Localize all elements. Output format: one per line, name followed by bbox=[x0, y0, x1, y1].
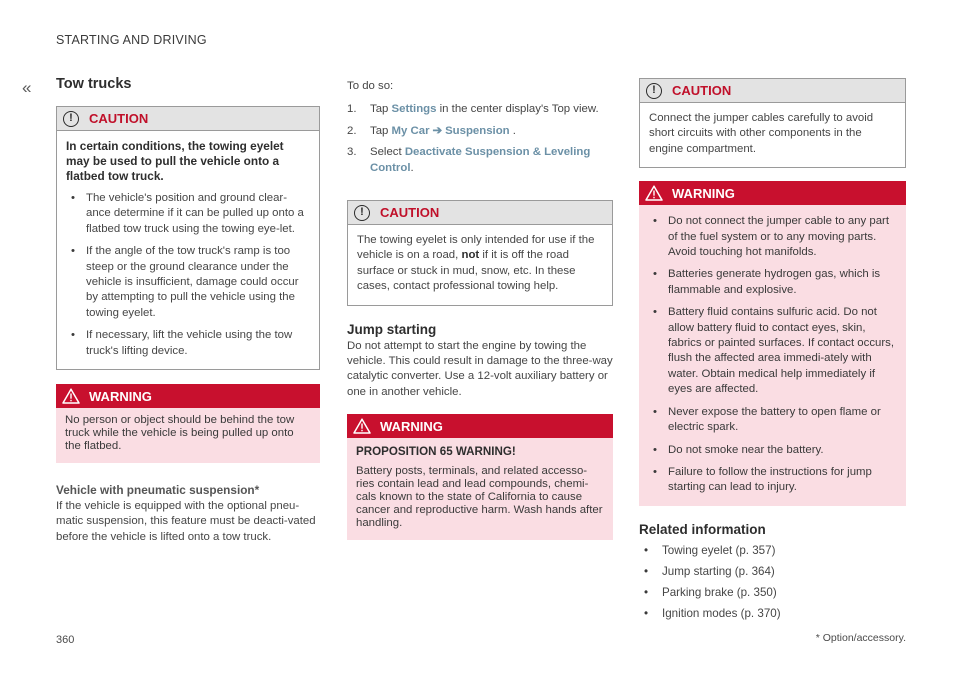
exclamation-circle-icon: ! bbox=[646, 83, 662, 99]
list-item bbox=[347, 145, 613, 176]
warning-text: No person or object should be behind the tow truck while the vehicle is being pulled up onto the flatbed. bbox=[65, 414, 295, 453]
column-middle bbox=[347, 79, 613, 540]
warning-label: WARNING bbox=[672, 185, 735, 201]
caution-label: CAUTION bbox=[380, 205, 440, 221]
related-link-ignition-modes[interactable]: • Ignition modes (p. 370) bbox=[639, 606, 906, 621]
step-number: 1. bbox=[347, 103, 357, 116]
caution-text: Connect the jumper cables carefully to avoid short circuits with other components in the engine compartment. bbox=[649, 112, 874, 155]
warning-body bbox=[639, 205, 906, 506]
list-item: • Never expose the battery to open flame or electric spark. bbox=[648, 405, 897, 436]
related-link-towing-eyelet[interactable]: • Towing eyelet (p. 357) bbox=[639, 543, 906, 558]
warning-triangle-icon bbox=[353, 418, 371, 434]
warning-triangle-icon bbox=[645, 185, 663, 201]
caution-lead-text: In certain conditions, the towing eyelet may be used to pull the vehicle onto a flatbed tow truck. bbox=[66, 139, 284, 183]
warning-header bbox=[639, 181, 906, 205]
caution-box-towing-eyelet bbox=[56, 106, 320, 370]
related-link-parking-brake[interactable]: • Parking brake (p. 350) bbox=[639, 585, 906, 600]
page-number: 360 bbox=[56, 634, 75, 646]
step-number: 2. bbox=[347, 124, 357, 137]
section-title-jump-starting: Jump starting bbox=[347, 321, 437, 337]
list-item: • The vehicle's position and ground clear-ance determine if it can be pulled up onto a flatbed tow truck using the towing eye-let. bbox=[66, 191, 310, 237]
warning-box-prop65 bbox=[347, 414, 613, 540]
warning-header bbox=[56, 384, 320, 408]
footnote-option-accessory: * Option/accessory. bbox=[815, 632, 906, 644]
list-item: • Do not smoke near the battery. bbox=[648, 443, 897, 458]
warning-label: WARNING bbox=[89, 388, 152, 404]
paragraph-jump-starting: Do not attempt to start the engine by towing the vehicle. This could result in damage to the three-way catalytic converter. Use a 12-volt auxiliary battery or one in another vehicle. bbox=[347, 339, 613, 398]
warning-text: Battery posts, terminals, and related accesso-ries contain lead and lead compounds, chemi-cals known to the state of California to cause cancer and reproductive harm. Wash hands after handling. bbox=[356, 465, 603, 530]
settings-link[interactable]: Settings bbox=[391, 103, 437, 116]
column-right bbox=[639, 76, 906, 621]
caution-body: The towing eyelet is only intended for use if the vehicle is on a road, not if it is off the road surface or stuck in mud, snow, etc. In these cases, contact professional towing help. bbox=[357, 234, 595, 293]
exclamation-circle-icon: ! bbox=[63, 111, 79, 127]
step-text: Select Deactivate Suspension & Leveling Control. bbox=[370, 146, 591, 174]
warning-body bbox=[347, 438, 613, 540]
my-car-link[interactable]: My Car bbox=[391, 124, 430, 137]
warning-header bbox=[347, 414, 613, 438]
list-item bbox=[347, 102, 613, 117]
column-left bbox=[56, 76, 320, 545]
list-item: • If necessary, lift the vehicle using the tow truck's lifting device. bbox=[66, 328, 310, 359]
deactivate-suspension-link[interactable]: Deactivate Suspension & Leveling Control bbox=[370, 146, 591, 174]
step-number: 3. bbox=[347, 146, 357, 159]
caution-header bbox=[640, 79, 905, 103]
warning-box-jump-start bbox=[639, 181, 906, 506]
arrow-right-icon: ➔ bbox=[432, 124, 443, 137]
warning-bullet-list bbox=[648, 214, 897, 496]
steps-intro: To do so: bbox=[347, 80, 394, 92]
list-item: • If the angle of the tow truck's ramp is too steep or the ground clearance under the vehicle is insufficient, damage could occur by attempting to pull the vehicle using the towing eyelet. bbox=[66, 244, 310, 321]
caution-label: CAUTION bbox=[89, 111, 149, 126]
list-item bbox=[347, 124, 613, 139]
related-link-jump-starting[interactable]: • Jump starting (p. 364) bbox=[639, 564, 906, 579]
list-item: • Battery fluid contains sulfuric acid. Do not allow battery fluid to contact eyes, skin, fabrics or painted surfaces. If contact occurs, flush the affected area immedi-ately with water. Obtain medical help immediately if eyes are affected. bbox=[648, 305, 897, 397]
caution-bullet-list bbox=[66, 191, 310, 359]
section-title-tow-trucks: Tow trucks bbox=[56, 76, 132, 92]
emphasis-not: not bbox=[461, 249, 480, 262]
steps-list bbox=[347, 102, 613, 176]
paragraph-pneumatic-suspension: If the vehicle is equipped with the optional pneu-matic suspension, this feature must be deacti-vated before the vehicle is lifted onto a tow truck. bbox=[56, 500, 316, 543]
list-item: • Do not connect the jumper cable to any part of the fuel system or to any moving parts. Avoid touching hot manifolds. bbox=[648, 214, 897, 260]
section-title-related-information: Related information bbox=[639, 521, 766, 537]
list-item: • Batteries generate hydrogen gas, which is flammable and explosive. bbox=[648, 267, 897, 298]
suspension-link[interactable]: Suspension bbox=[445, 124, 510, 137]
warning-box-tow-truck bbox=[56, 384, 320, 463]
step-text: Tap Settings in the center display's Top view. bbox=[370, 103, 599, 116]
caution-label: CAUTION bbox=[672, 83, 732, 98]
related-links-list bbox=[639, 543, 906, 621]
warning-label: WARNING bbox=[380, 418, 443, 434]
page-header-title: STARTING AND DRIVING bbox=[56, 33, 207, 47]
warning-triangle-icon bbox=[62, 388, 80, 404]
subheading-pneumatic-suspension: Vehicle with pneumatic suspension* bbox=[56, 483, 260, 498]
caution-header bbox=[348, 201, 612, 225]
list-item: • Failure to follow the instructions for jump starting can lead to injury. bbox=[648, 465, 897, 496]
exclamation-circle-icon: ! bbox=[354, 205, 370, 221]
back-chevrons-icon[interactable]: « bbox=[22, 78, 29, 97]
caution-box-towing-eyelet-use bbox=[347, 200, 613, 306]
caution-header bbox=[57, 107, 319, 131]
warning-lead-text: PROPOSITION 65 WARNING! bbox=[356, 445, 516, 459]
caution-box-jumper-cables bbox=[639, 78, 906, 168]
caution-body bbox=[57, 131, 319, 369]
step-text: Tap My Car ➔ Suspension . bbox=[370, 124, 516, 137]
